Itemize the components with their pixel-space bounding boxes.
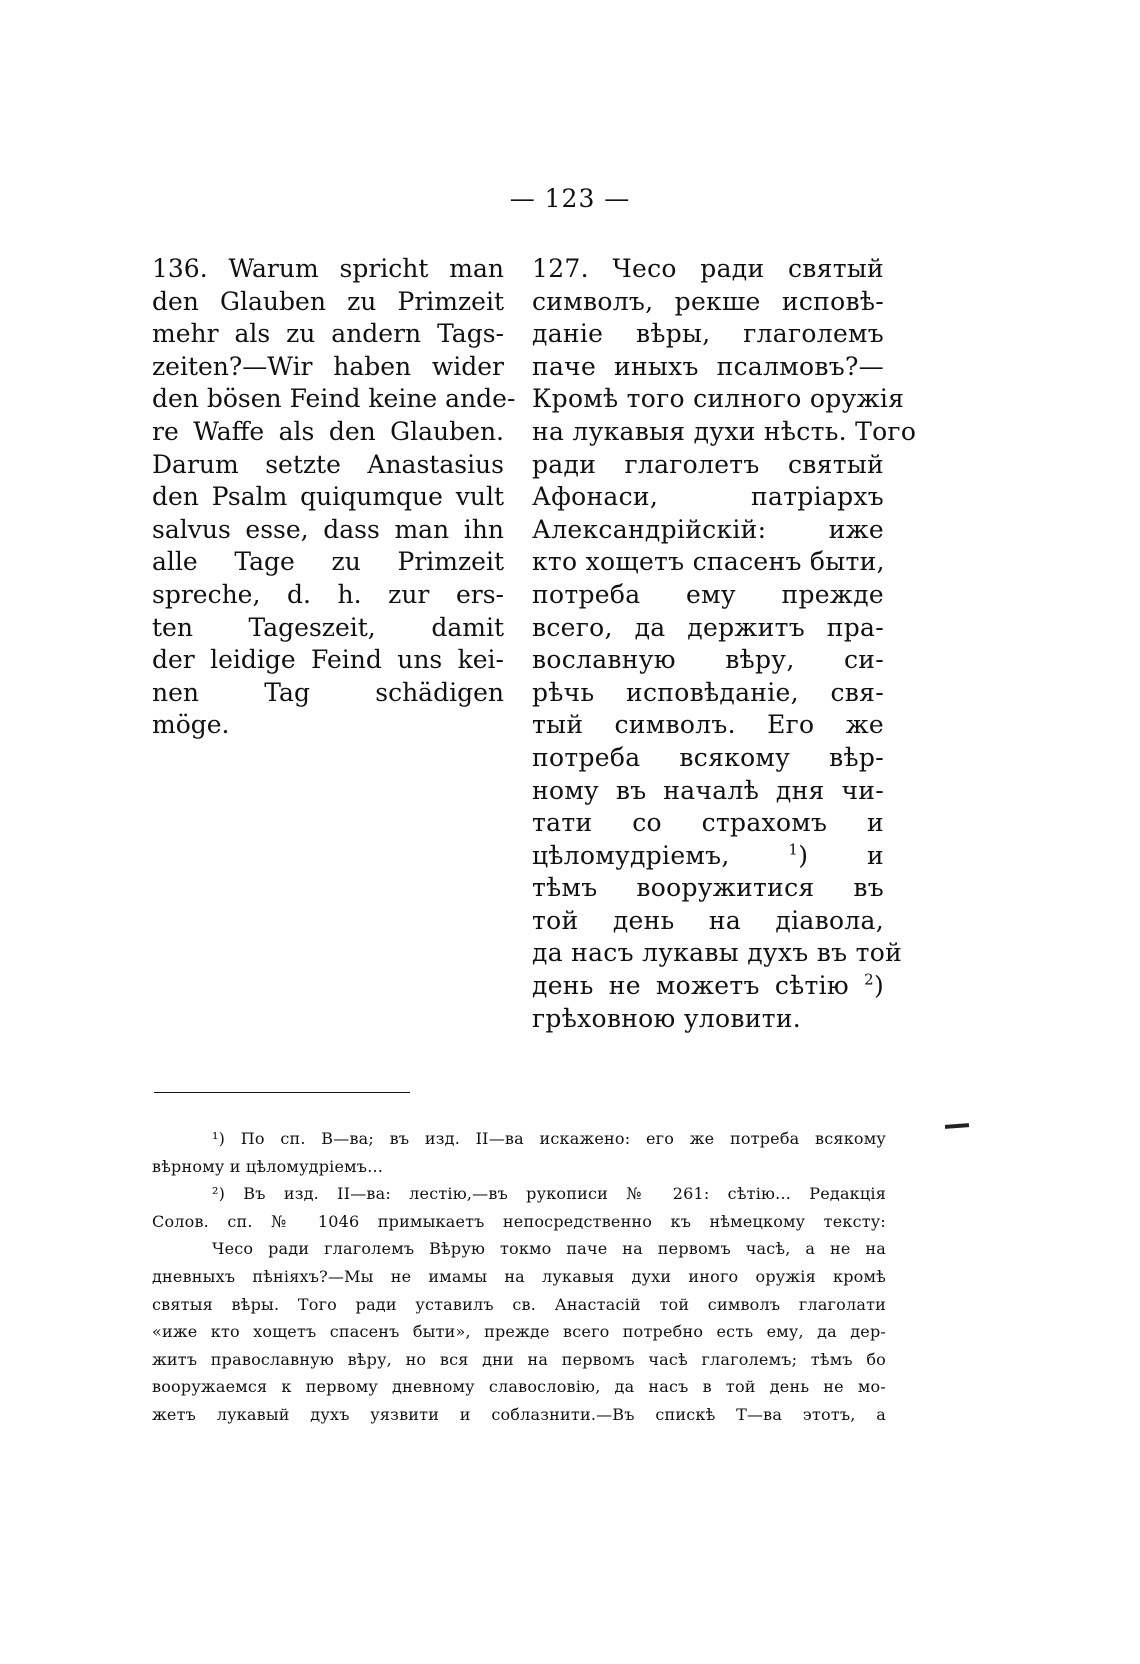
- russian-line-with-footnote-1: [532, 840, 884, 873]
- footnote-line: вѣрному и цѣломудріемъ...: [152, 1156, 384, 1176]
- footnote-line: дневныхъ пѣніяхъ?—Мы не имамы на лукавыя духи иного оружія кромѣ: [152, 1266, 886, 1286]
- russian-line: даніе вѣры, глаголемъ: [532, 319, 884, 349]
- russian-line: Кромѣ того силного оружія: [532, 384, 905, 414]
- footnote-line: «иже кто хощетъ спасенъ быти», прежде всего потребно есть ему, да дер-: [152, 1322, 886, 1342]
- page-number: — 123 —: [509, 184, 631, 213]
- footnote-line: вооружаемся к первому дневному славословію, да насъ в той день не мо-: [152, 1377, 886, 1397]
- margin-mark: [945, 1123, 969, 1129]
- german-line: re Waffe als den Glauben.: [152, 416, 504, 446]
- russian-line: тый символъ. Его же: [532, 710, 884, 740]
- german-line: den Psalm quiqumque vult: [152, 482, 504, 512]
- footnote-line: Солов. сп. № 1046 примыкаетъ непосредственно къ нѣмецкому тексту:: [152, 1211, 886, 1231]
- footnote-line: ¹) По сп. В—ва; въ изд. II—ва искажено: его же потреба всякому: [212, 1129, 886, 1148]
- german-line: zeiten?—Wir haben wider: [152, 351, 504, 381]
- footnote-separator-rule: [154, 1092, 410, 1093]
- russian-text: и: [867, 840, 885, 870]
- russian-line: Александрійскій: иже: [532, 514, 884, 544]
- footnote-ref-2: $^2$): [864, 970, 884, 1001]
- russian-line: кто хощетъ спасенъ быти,: [532, 547, 885, 577]
- russian-line: Афонаси, патріархъ: [532, 482, 884, 512]
- russian-line-with-footnote-2: [532, 970, 884, 1003]
- russian-line: потреба ему прежде: [532, 579, 884, 609]
- russian-column: [532, 253, 917, 1035]
- russian-line: ному въ началѣ дня чи-: [532, 775, 884, 805]
- russian-line: ради глаголетъ святый: [532, 449, 884, 479]
- german-line: Darum setzte Anastasius: [152, 449, 504, 479]
- russian-line: на лукавыя духи нѣсть. Того: [532, 416, 917, 446]
- footnote-line: Чесо ради глаголемъ Вѣрую токмо паче на первомъ часѣ, а не на: [212, 1239, 886, 1259]
- footnote-line: житъ православную вѣру, но вся дни на первомъ часѣ глаголемъ; тѣмъ бо: [152, 1349, 886, 1369]
- russian-line: вославную вѣру, си-: [532, 645, 884, 675]
- footnote-line: ²) Въ изд. II—ва: лестію,—въ рукописи № 261: сѣтію... Редакція: [212, 1184, 886, 1204]
- russian-line: паче иныхъ псалмовъ?—: [532, 351, 884, 381]
- german-line: salvus esse, dass man ihn: [152, 514, 504, 544]
- russian-line: рѣчь исповѣданіе, свя-: [532, 677, 884, 707]
- german-line: den bösen Feind keine ande-: [152, 384, 516, 414]
- russian-text: цѣломудріемъ,: [532, 840, 730, 870]
- russian-line: грѣховною уловити.: [532, 1003, 802, 1033]
- footnotes: [152, 1125, 886, 1429]
- german-line: ten Tageszeit, damit: [152, 612, 504, 642]
- russian-line: потреба всякому вѣр-: [532, 742, 884, 772]
- russian-line: той день на діавола,: [532, 905, 884, 935]
- german-line: alle Tage zu Primzeit: [152, 547, 504, 577]
- german-line: nen Tag schädigen: [152, 677, 504, 707]
- russian-text: день не можетъ сѣтію: [532, 971, 849, 1001]
- german-line: möge.: [152, 710, 230, 740]
- russian-line: всего, да держитъ пра-: [532, 612, 884, 642]
- german-line: der leidige Feind uns kei-: [152, 645, 504, 675]
- footnote-line: жетъ лукавый духъ уязвити и соблазнити.—Въ спискѣ Т—ва этотъ, а: [152, 1404, 886, 1424]
- german-column: [152, 253, 516, 742]
- german-line: mehr als zu andern Tags-: [152, 319, 504, 349]
- russian-line: символъ, рекше исповѣ-: [532, 286, 884, 316]
- german-line: 136. Warum spricht man: [152, 254, 504, 283]
- russian-line: 127. Чесо ради святый: [532, 254, 884, 283]
- footnote-ref-1: $^1$): [788, 840, 809, 870]
- german-line: spreche, d. h. zur ers-: [152, 579, 504, 609]
- footnote-line: святыя вѣры. Того ради уставилъ св. Анастасій той символъ глаголати: [152, 1294, 886, 1314]
- russian-line: тѣмъ вооружитися въ: [532, 873, 884, 903]
- russian-line: тати со страхомъ и: [532, 808, 884, 838]
- russian-line: да насъ лукавы духъ въ той: [532, 938, 903, 968]
- german-line: den Glauben zu Primzeit: [152, 286, 504, 316]
